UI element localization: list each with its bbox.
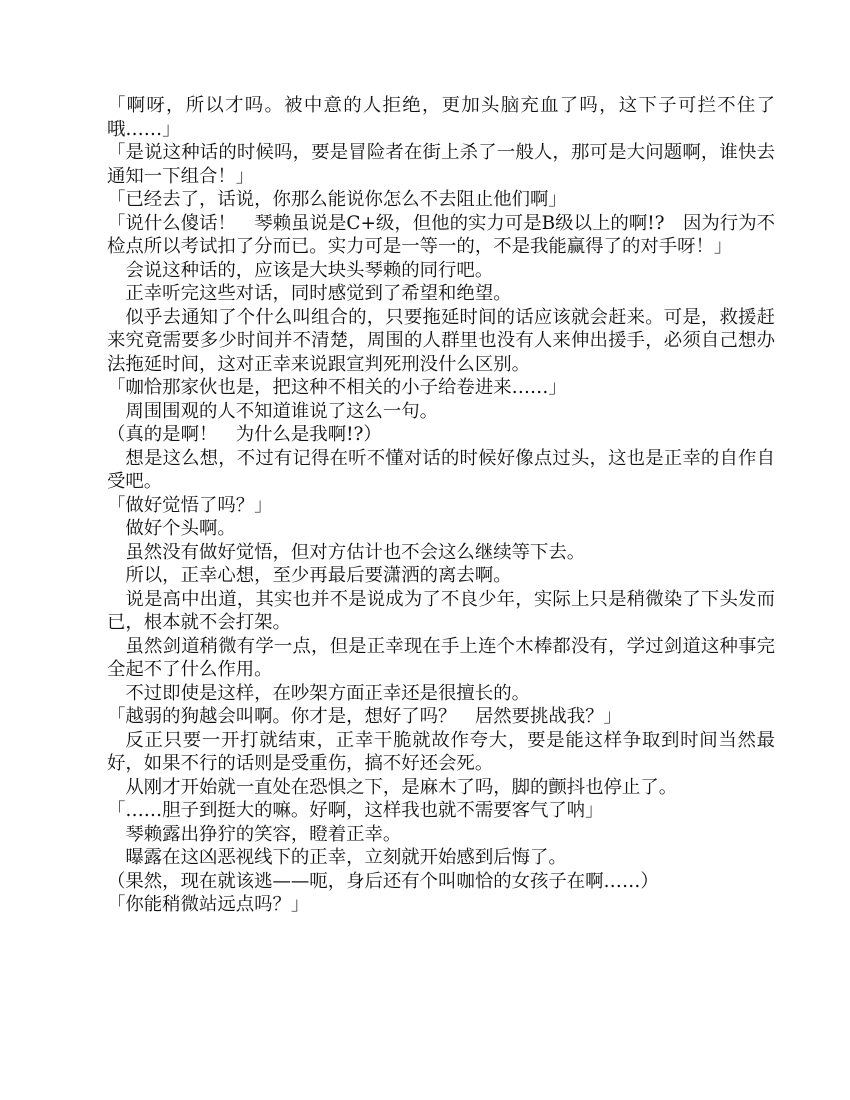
paragraph: 「是说这种话的时候吗，要是冒险者在街上杀了一般人，那可是大问题啊，谁快去通知一下组合！」 xyxy=(107,142,775,187)
paragraph: 反正只要一开打就结束，正幸干脆就故作夸大，要是能这样争取到时间当然最好，如果不行的话则是受重伤，搞不好还会死。 xyxy=(107,729,775,774)
paragraph: 说是高中出道，其实也并不是说成为了不良少年，实际上只是稍微染了下头发而已，根本就不会打架。 xyxy=(107,588,775,633)
paragraph: 琴赖露出狰狞的笑容，瞪着正幸。 xyxy=(125,823,402,845)
paragraph: 似乎去通知了个什么叫组合的，只要拖延时间的话应该就会赶来。可是，救援赶来究竟需要多少时间并不清楚，周围的人群里也没有人来伸出援手，必须自己想办法拖延时间，这对正幸来说跟宣判死刑没什么区别。 xyxy=(107,306,775,375)
paragraph: 「你能稍微站远点吗？」 xyxy=(107,894,310,915)
paragraph: 「做好觉悟了吗？」 xyxy=(107,494,273,516)
paragraph: 会说这种话的，应该是大块头琴赖的同行吧。 xyxy=(125,259,494,281)
paragraph: 「已经去了，话说，你那么能说你怎么不去阻止他们啊」 xyxy=(107,189,567,210)
paragraph: 不过即使是这样，在吵架方面正幸还是很擅长的。 xyxy=(125,682,530,704)
paragraph: 做好个头啊。 xyxy=(125,518,236,539)
paragraph: 「越弱的狗越会叫啊。你才是，想好了吗？ 居然要挑战我？」 xyxy=(107,706,622,727)
paragraph: 正幸听完这些对话，同时感觉到了希望和绝望。 xyxy=(125,283,512,304)
paragraph: （真的是啊！ 为什么是我啊!?） xyxy=(107,424,382,445)
paragraph: 所以，正幸心想，至少再最后要潇洒的离去啊。 xyxy=(125,565,512,586)
paragraph: 虽然剑道稍微有学一点，但是正幸现在手上连个木棒都没有，学过剑道这种事完全起不了什么作用。 xyxy=(107,635,775,680)
paragraph: 「啊呀，所以才吗。被中意的人拒绝，更加头脑充血了吗，这下子可拦不住了哦……」 xyxy=(107,95,775,140)
paragraph: 「……胆子到挺大的嘛。好啊，这样我也就不需要客气了呐」 xyxy=(107,800,604,821)
paragraph: 想是这么想，不过有记得在听不懂对话的时候好像点过头，这也是正幸的自作自受吧。 xyxy=(107,447,775,492)
paragraph: 曝露在这凶恶视线下的正幸，立刻就开始感到后悔了。 xyxy=(125,847,567,868)
paragraph: 虽然没有做好觉悟，但对方估计也不会这么继续等下去。 xyxy=(125,541,586,563)
paragraph: 从刚才开始就一直处在恐惧之下，是麻木了吗，脚的颤抖也停止了。 xyxy=(125,776,678,798)
paragraph: 「说什么傻话！ 琴赖虽说是C+级，但他的实力可是B级以上的啊!? 因为行为不检点所以考试扣了分而已。实力可是一等一的，不是我能赢得了的对手呀！」 xyxy=(107,212,775,257)
paragraph: 周围围观的人不知道谁说了这么一句。 xyxy=(125,400,439,422)
document-page xyxy=(107,94,775,917)
paragraph: 「咖恰那家伙也是，把这种不相关的小子给卷进来……」 xyxy=(107,377,567,398)
paragraph: （果然，现在就该逃——呃，身后还有个叫咖恰的女孩子在啊……） xyxy=(107,870,659,892)
